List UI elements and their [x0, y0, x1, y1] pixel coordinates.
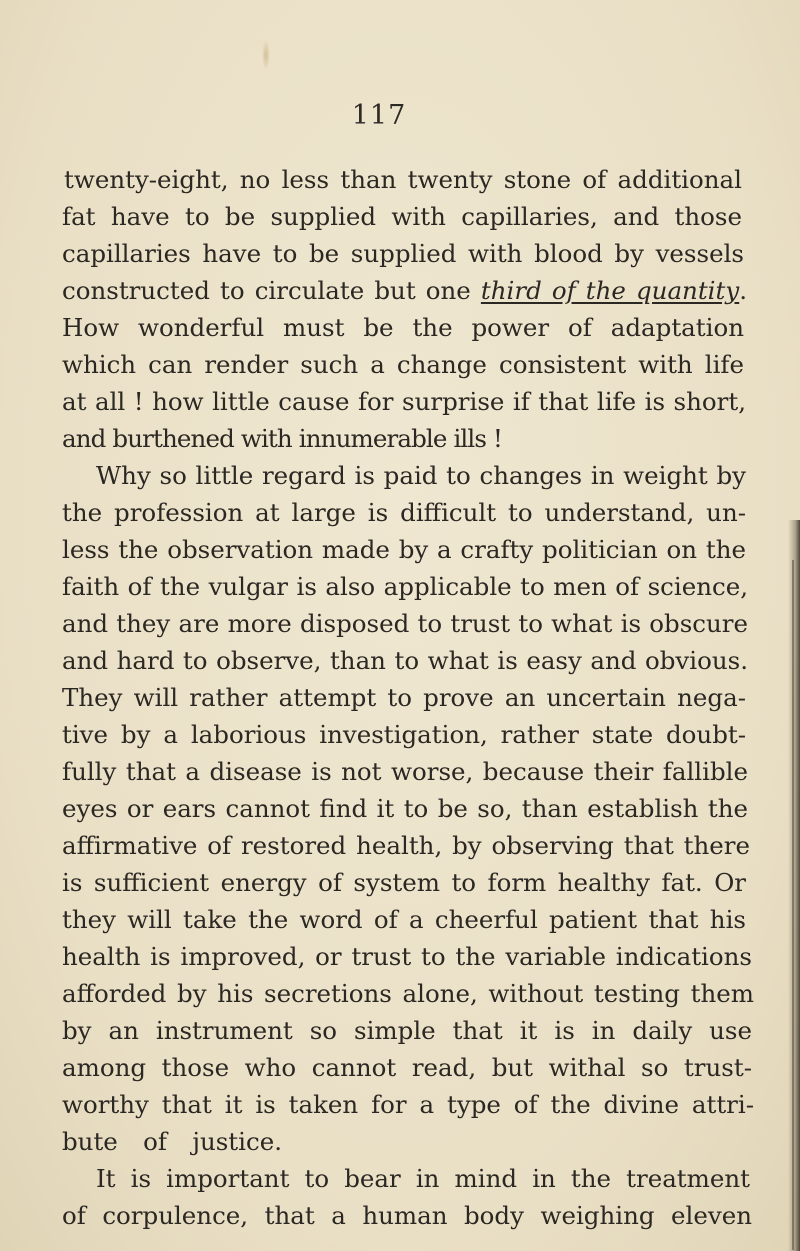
paper-stain [262, 40, 270, 70]
text-segment: constructed to circulate but one [62, 276, 481, 305]
text-line: Why so little regard is paid to changes in weight by [96, 461, 746, 490]
text-line: which can render such a change consistent with life [62, 350, 744, 379]
text-line: and burthened with innumerable ills ! [62, 424, 502, 453]
text-line: they will take the word of a cheerful patient that his [62, 905, 746, 934]
text-line: and hard to observe, than to what is easy and obvious. [62, 646, 748, 675]
page-number: 117 [351, 100, 407, 131]
page-edge-shadow [788, 520, 800, 1251]
text-line: less the observation made by a crafty politician on the [62, 535, 746, 564]
text-line: faith of the vulgar is also applicable to men of science, [62, 572, 748, 601]
text-line: tive by a laborious investigation, rather state doubt- [62, 720, 746, 749]
text-line: afforded by his secretions alone, without testing them [62, 979, 754, 1008]
text-line: is sufficient energy of system to form healthy fat. Or [62, 868, 746, 897]
text-line: How wonderful must be the power of adaptation [62, 313, 744, 342]
text-line: capillaries have to be supplied with blood by vessels [62, 239, 744, 268]
text-line: worthy that it is taken for a type of the divine attri- [62, 1090, 754, 1119]
text-line: fat have to be supplied with capillaries, and those [62, 202, 742, 231]
text-line [62, 271, 747, 311]
italic-emphasis: third of the quantity [480, 276, 740, 305]
text-line: They will rather attempt to prove an uncertain nega- [62, 683, 746, 712]
page-edge-line [792, 560, 794, 1250]
text-line: twenty-eight, no less than twenty stone of additional [64, 165, 742, 194]
text-segment: . [739, 276, 747, 305]
text-line: at all ! how little cause for surprise if that life is short, [62, 387, 746, 416]
text-line: eyes or ears cannot find it to be so, than establish the [62, 794, 748, 823]
text-line: by an instrument so simple that it is in daily use [62, 1016, 752, 1045]
text-line: the profession at large is difficult to understand, un- [62, 498, 746, 527]
text-line: among those who cannot read, but withal so trust- [62, 1053, 752, 1082]
text-line: affirmative of restored health, by observing that there [62, 831, 750, 860]
text-line: of corpulence, that a human body weighing eleven [62, 1201, 752, 1230]
text-line: health is improved, or trust to the variable indications [62, 942, 752, 971]
text-line: and they are more disposed to trust to what is obscure [62, 609, 748, 638]
text-line: It is important to bear in mind in the treatment [96, 1164, 750, 1193]
text-line: bute of justice. [62, 1127, 282, 1156]
text-line: fully that a disease is not worse, because their fallible [62, 757, 748, 786]
